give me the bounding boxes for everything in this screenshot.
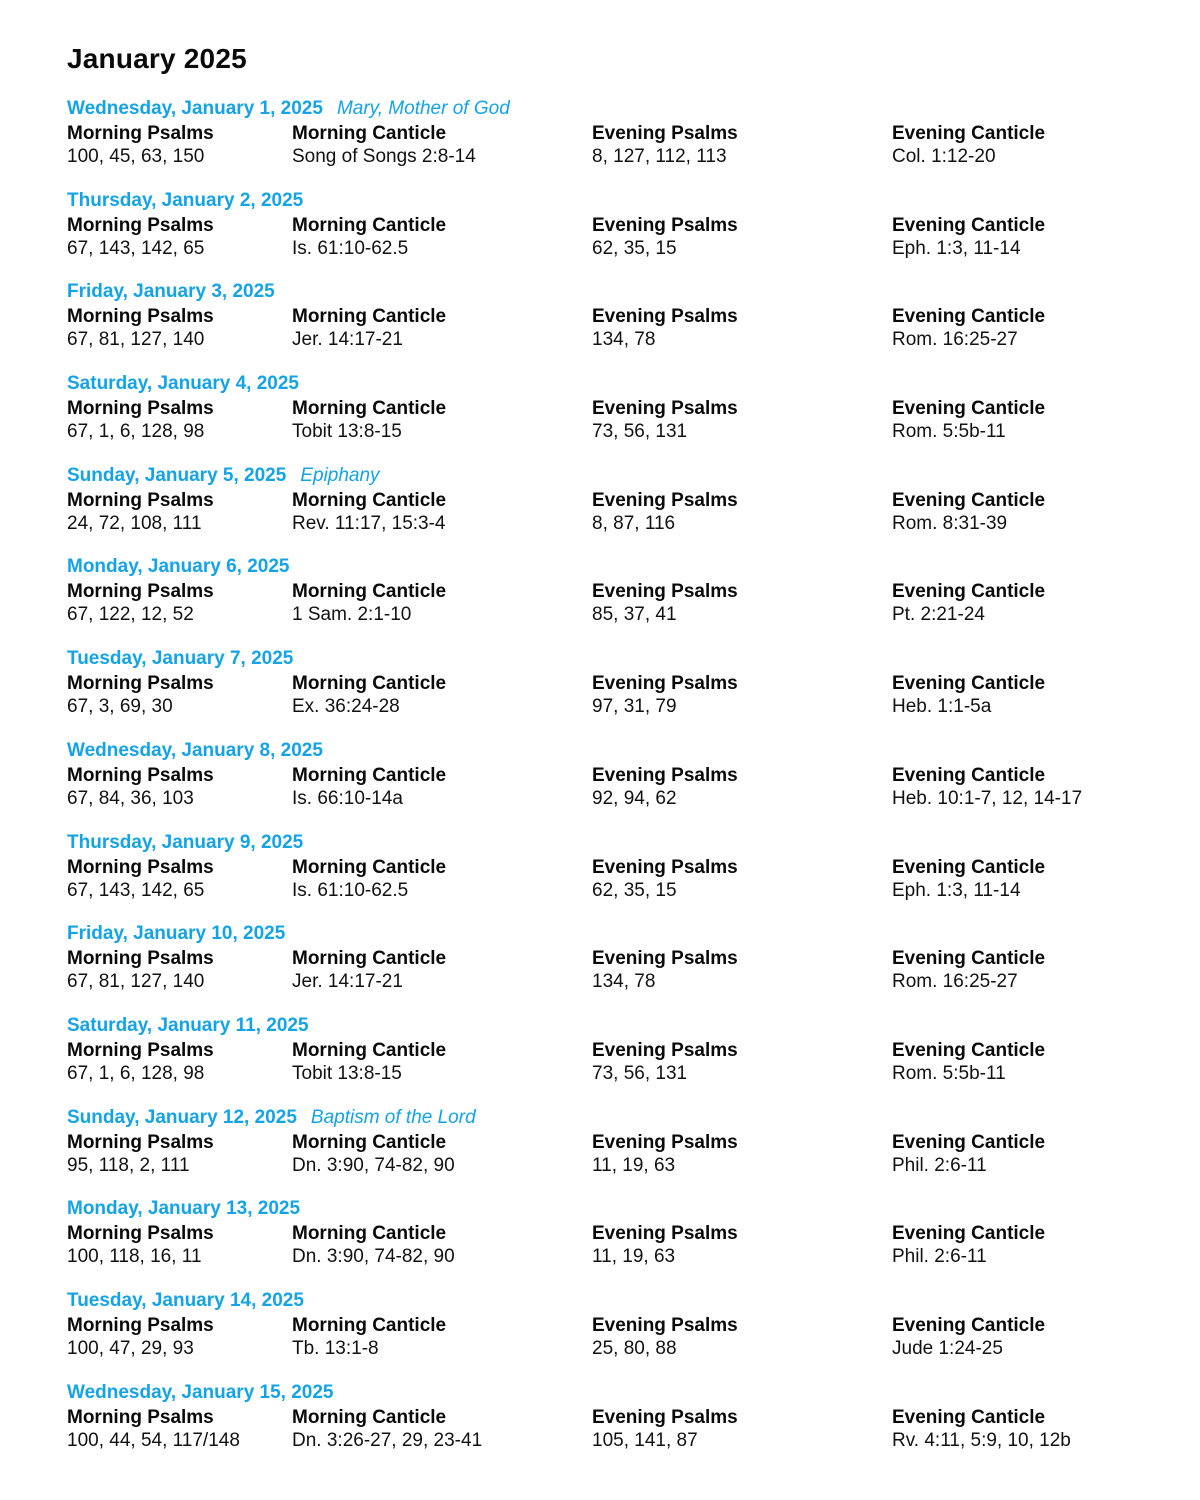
evening-psalms-value: 11, 19, 63 bbox=[592, 1154, 676, 1176]
evening-psalms-value: 25, 80, 88 bbox=[592, 1337, 677, 1359]
morning-psalms-column bbox=[67, 1222, 214, 1268]
morning-psalms-column bbox=[67, 1131, 214, 1177]
evening-canticle-column bbox=[892, 305, 1045, 351]
evening-canticle-value: Rv. 4:11, 5:9, 10, 12b bbox=[892, 1429, 1071, 1451]
morning-canticle-column bbox=[292, 1222, 455, 1268]
morning-psalms-label: Morning Psalms bbox=[67, 1406, 214, 1428]
morning-canticle-value: Is. 61:10-62.5 bbox=[292, 879, 409, 901]
day-entry bbox=[67, 832, 1177, 924]
evening-psalms-column bbox=[592, 305, 738, 351]
day-entry bbox=[67, 281, 1177, 373]
day-entry bbox=[67, 190, 1177, 282]
morning-psalms-label: Morning Psalms bbox=[67, 214, 214, 236]
morning-canticle-value: Tobit 13:8-15 bbox=[292, 1062, 402, 1084]
evening-psalms-column bbox=[592, 672, 738, 718]
morning-psalms-label: Morning Psalms bbox=[67, 1131, 214, 1153]
evening-psalms-label: Evening Psalms bbox=[592, 398, 738, 420]
evening-canticle-value: Col. 1:12-20 bbox=[892, 146, 996, 167]
evening-psalms-column bbox=[592, 122, 738, 168]
evening-canticle-value: Phil. 2:6-11 bbox=[892, 1246, 987, 1268]
day-header bbox=[67, 190, 303, 214]
feast-name: Baptism of the Lord bbox=[310, 1106, 476, 1128]
evening-canticle-label: Evening Canticle bbox=[892, 1406, 1046, 1428]
evening-canticle-value: Eph. 1:3, 11-14 bbox=[892, 237, 1021, 259]
evening-psalms-column bbox=[592, 1222, 738, 1268]
morning-canticle-column bbox=[292, 214, 446, 260]
evening-psalms-value: 92, 94, 62 bbox=[592, 787, 677, 809]
day-header bbox=[67, 281, 275, 305]
evening-psalms-value: 85, 37, 41 bbox=[592, 604, 677, 626]
evening-canticle-label: Evening Canticle bbox=[892, 1314, 1046, 1336]
evening-psalms-label: Evening Psalms bbox=[592, 581, 738, 603]
day-entry bbox=[67, 465, 1177, 557]
evening-psalms-value: 97, 31, 79 bbox=[592, 696, 677, 718]
evening-canticle-column bbox=[892, 1039, 1045, 1085]
day-entry bbox=[67, 98, 1177, 190]
day-header bbox=[67, 1107, 476, 1131]
evening-psalms-label: Evening Psalms bbox=[592, 764, 738, 786]
evening-psalms-column bbox=[592, 1131, 738, 1177]
morning-canticle-column bbox=[292, 1131, 455, 1177]
morning-canticle-column bbox=[292, 122, 476, 168]
day-date: Sunday, January 12, 2025 bbox=[67, 1106, 297, 1128]
evening-psalms-column bbox=[592, 489, 738, 535]
evening-psalms-value: 134, 78 bbox=[592, 971, 656, 993]
evening-canticle-label: Evening Canticle bbox=[892, 398, 1046, 420]
evening-psalms-value: 8, 127, 112, 113 bbox=[592, 146, 727, 167]
evening-canticle-value: Heb. 1:1-5a bbox=[892, 696, 992, 718]
day-list bbox=[67, 98, 1177, 1473]
day-date: Friday, January 3, 2025 bbox=[67, 281, 275, 303]
day-header bbox=[67, 556, 289, 580]
morning-canticle-label: Morning Canticle bbox=[292, 1406, 447, 1428]
day-header bbox=[67, 98, 510, 122]
morning-canticle-column bbox=[292, 305, 446, 351]
morning-psalms-label: Morning Psalms bbox=[67, 764, 214, 786]
evening-canticle-column bbox=[892, 580, 1045, 626]
evening-canticle-column bbox=[892, 1406, 1071, 1452]
day-date: Monday, January 6, 2025 bbox=[67, 556, 290, 578]
morning-canticle-value: Jer. 14:17-21 bbox=[292, 971, 403, 993]
morning-canticle-column bbox=[292, 580, 446, 626]
evening-canticle-column bbox=[892, 1131, 1045, 1177]
evening-psalms-label: Evening Psalms bbox=[592, 123, 738, 144]
morning-canticle-label: Morning Canticle bbox=[292, 1039, 447, 1061]
evening-canticle-value: Heb. 10:1-7, 12, 14-17 bbox=[892, 787, 1083, 809]
evening-canticle-value: Rom. 8:31-39 bbox=[892, 512, 1008, 534]
morning-psalms-label: Morning Psalms bbox=[67, 489, 214, 511]
day-date: Saturday, January 4, 2025 bbox=[67, 373, 299, 395]
day-date: Friday, January 10, 2025 bbox=[67, 923, 286, 945]
evening-canticle-label: Evening Canticle bbox=[892, 306, 1046, 328]
evening-canticle-value: Pt. 2:21-24 bbox=[892, 604, 985, 626]
morning-canticle-value: Tobit 13:8-15 bbox=[292, 421, 402, 443]
evening-canticle-value: Rom. 16:25-27 bbox=[892, 971, 1018, 993]
morning-psalms-column bbox=[67, 672, 214, 718]
evening-psalms-column bbox=[592, 1406, 738, 1452]
evening-psalms-label: Evening Psalms bbox=[592, 948, 738, 970]
evening-psalms-label: Evening Psalms bbox=[592, 1406, 738, 1428]
feast-name: Mary, Mother of God bbox=[336, 98, 510, 119]
morning-psalms-value: 67, 122, 12, 52 bbox=[67, 604, 194, 626]
evening-psalms-label: Evening Psalms bbox=[592, 306, 738, 328]
morning-psalms-column bbox=[67, 397, 214, 443]
morning-canticle-column bbox=[292, 397, 446, 443]
morning-canticle-column bbox=[292, 672, 446, 718]
morning-psalms-value: 24, 72, 108, 111 bbox=[67, 512, 202, 534]
evening-canticle-column bbox=[892, 489, 1045, 535]
evening-canticle-value: Rom. 5:5b-11 bbox=[892, 1062, 1006, 1084]
morning-psalms-label: Morning Psalms bbox=[67, 398, 214, 420]
evening-psalms-column bbox=[592, 947, 738, 993]
morning-psalms-value: 95, 118, 2, 111 bbox=[67, 1154, 190, 1176]
evening-psalms-label: Evening Psalms bbox=[592, 1223, 738, 1245]
day-date: Wednesday, January 8, 2025 bbox=[67, 739, 323, 761]
morning-canticle-value: Song of Songs 2:8-14 bbox=[292, 146, 476, 167]
morning-canticle-column bbox=[292, 947, 446, 993]
morning-canticle-value: Rev. 11:17, 15:3-4 bbox=[292, 512, 446, 534]
evening-canticle-column bbox=[892, 122, 1045, 168]
day-entry bbox=[67, 1107, 1177, 1199]
morning-psalms-label: Morning Psalms bbox=[67, 581, 214, 603]
morning-psalms-value: 100, 45, 63, 150 bbox=[67, 146, 205, 167]
evening-canticle-label: Evening Canticle bbox=[892, 581, 1046, 603]
morning-canticle-value: Dn. 3:90, 74-82, 90 bbox=[292, 1246, 455, 1268]
morning-canticle-label: Morning Canticle bbox=[292, 764, 447, 786]
evening-canticle-label: Evening Canticle bbox=[892, 856, 1046, 878]
evening-canticle-label: Evening Canticle bbox=[892, 489, 1046, 511]
morning-psalms-column bbox=[67, 580, 214, 626]
morning-psalms-column bbox=[67, 214, 214, 260]
morning-canticle-label: Morning Canticle bbox=[292, 948, 447, 970]
evening-psalms-value: 62, 35, 15 bbox=[592, 237, 677, 259]
day-header bbox=[67, 465, 380, 489]
morning-canticle-value: Is. 66:10-14a bbox=[292, 787, 403, 809]
day-date: Wednesday, January 15, 2025 bbox=[67, 1381, 334, 1403]
evening-canticle-label: Evening Canticle bbox=[892, 948, 1046, 970]
morning-psalms-column bbox=[67, 489, 214, 535]
morning-canticle-label: Morning Canticle bbox=[292, 123, 447, 144]
evening-canticle-value: Rom. 16:25-27 bbox=[892, 329, 1018, 351]
day-header bbox=[67, 1290, 304, 1314]
day-header bbox=[67, 1198, 300, 1222]
morning-psalms-value: 67, 84, 36, 103 bbox=[67, 787, 194, 809]
evening-psalms-label: Evening Psalms bbox=[592, 214, 738, 236]
evening-psalms-column bbox=[592, 1039, 738, 1085]
evening-canticle-column bbox=[892, 1314, 1045, 1360]
morning-canticle-label: Morning Canticle bbox=[292, 1131, 447, 1153]
morning-canticle-label: Morning Canticle bbox=[292, 214, 447, 236]
day-date: Thursday, January 2, 2025 bbox=[67, 189, 304, 211]
morning-psalms-value: 67, 143, 142, 65 bbox=[67, 237, 205, 259]
morning-psalms-value: 67, 1, 6, 128, 98 bbox=[67, 421, 205, 443]
morning-psalms-column bbox=[67, 764, 214, 810]
morning-canticle-value: Dn. 3:26-27, 29, 23-41 bbox=[292, 1429, 483, 1451]
evening-psalms-label: Evening Psalms bbox=[592, 856, 738, 878]
evening-canticle-label: Evening Canticle bbox=[892, 214, 1046, 236]
evening-canticle-value: Phil. 2:6-11 bbox=[892, 1154, 987, 1176]
morning-psalms-column bbox=[67, 1039, 214, 1085]
morning-canticle-column bbox=[292, 1406, 482, 1452]
morning-psalms-column bbox=[67, 856, 214, 902]
morning-psalms-value: 67, 1, 6, 128, 98 bbox=[67, 1062, 205, 1084]
evening-canticle-label: Evening Canticle bbox=[892, 1223, 1046, 1245]
day-date: Tuesday, January 7, 2025 bbox=[67, 648, 294, 670]
evening-canticle-column bbox=[892, 947, 1045, 993]
morning-psalms-value: 67, 81, 127, 140 bbox=[67, 329, 205, 351]
day-entry bbox=[67, 648, 1177, 740]
morning-psalms-column bbox=[67, 1314, 214, 1360]
morning-canticle-value: 1 Sam. 2:1-10 bbox=[292, 604, 412, 626]
evening-psalms-column bbox=[592, 764, 738, 810]
evening-canticle-column bbox=[892, 672, 1045, 718]
day-date: Monday, January 13, 2025 bbox=[67, 1198, 301, 1220]
morning-psalms-column bbox=[67, 305, 214, 351]
evening-psalms-value: 8, 87, 116 bbox=[592, 512, 676, 534]
morning-canticle-label: Morning Canticle bbox=[292, 1314, 447, 1336]
evening-psalms-column bbox=[592, 856, 738, 902]
morning-canticle-column bbox=[292, 489, 446, 535]
morning-canticle-value: Jer. 14:17-21 bbox=[292, 329, 403, 351]
evening-psalms-value: 11, 19, 63 bbox=[592, 1246, 676, 1268]
evening-canticle-label: Evening Canticle bbox=[892, 1131, 1046, 1153]
day-entry bbox=[67, 373, 1177, 465]
morning-psalms-value: 100, 47, 29, 93 bbox=[67, 1337, 194, 1359]
day-entry bbox=[67, 923, 1177, 1015]
evening-canticle-label: Evening Canticle bbox=[892, 123, 1046, 144]
morning-canticle-label: Morning Canticle bbox=[292, 673, 447, 695]
day-date: Tuesday, January 14, 2025 bbox=[67, 1289, 304, 1311]
evening-canticle-value: Eph. 1:3, 11-14 bbox=[892, 879, 1021, 901]
day-header bbox=[67, 832, 303, 856]
evening-psalms-value: 73, 56, 131 bbox=[592, 421, 688, 443]
evening-canticle-value: Jude 1:24-25 bbox=[892, 1337, 1003, 1359]
day-header bbox=[67, 923, 285, 947]
morning-canticle-value: Dn. 3:90, 74-82, 90 bbox=[292, 1154, 455, 1176]
morning-canticle-label: Morning Canticle bbox=[292, 306, 447, 328]
evening-psalms-column bbox=[592, 214, 738, 260]
day-header bbox=[67, 373, 299, 397]
morning-psalms-column bbox=[67, 122, 214, 168]
morning-canticle-column bbox=[292, 764, 446, 810]
feast-name: Epiphany bbox=[300, 464, 380, 486]
morning-psalms-value: 67, 81, 127, 140 bbox=[67, 971, 205, 993]
day-entry bbox=[67, 1382, 1177, 1474]
morning-canticle-label: Morning Canticle bbox=[292, 856, 447, 878]
day-entry bbox=[67, 1198, 1177, 1290]
day-header bbox=[67, 1015, 309, 1039]
morning-canticle-label: Morning Canticle bbox=[292, 489, 447, 511]
day-header bbox=[67, 1382, 334, 1406]
day-entry bbox=[67, 1290, 1177, 1382]
day-header bbox=[67, 740, 323, 764]
morning-psalms-label: Morning Psalms bbox=[67, 1223, 214, 1245]
day-entry bbox=[67, 556, 1177, 648]
evening-psalms-label: Evening Psalms bbox=[592, 489, 738, 511]
morning-canticle-column bbox=[292, 1314, 446, 1360]
morning-psalms-value: 67, 143, 142, 65 bbox=[67, 879, 205, 901]
morning-psalms-column bbox=[67, 1406, 240, 1452]
evening-psalms-value: 73, 56, 131 bbox=[592, 1062, 688, 1084]
day-date: Saturday, January 11, 2025 bbox=[67, 1014, 309, 1036]
evening-canticle-value: Rom. 5:5b-11 bbox=[892, 421, 1006, 443]
evening-psalms-value: 105, 141, 87 bbox=[592, 1429, 698, 1451]
morning-canticle-value: Is. 61:10-62.5 bbox=[292, 237, 409, 259]
evening-canticle-column bbox=[892, 1222, 1045, 1268]
morning-psalms-label: Morning Psalms bbox=[67, 306, 214, 328]
evening-canticle-column bbox=[892, 764, 1082, 810]
morning-psalms-label: Morning Psalms bbox=[67, 1039, 214, 1061]
evening-psalms-label: Evening Psalms bbox=[592, 1314, 738, 1336]
evening-psalms-value: 62, 35, 15 bbox=[592, 879, 677, 901]
evening-psalms-label: Evening Psalms bbox=[592, 673, 738, 695]
evening-canticle-column bbox=[892, 856, 1045, 902]
morning-canticle-label: Morning Canticle bbox=[292, 581, 447, 603]
day-date: Thursday, January 9, 2025 bbox=[67, 831, 304, 853]
day-entry bbox=[67, 1015, 1177, 1107]
morning-psalms-column bbox=[67, 947, 214, 993]
morning-canticle-value: Ex. 36:24-28 bbox=[292, 696, 400, 718]
morning-psalms-value: 100, 118, 16, 11 bbox=[67, 1246, 202, 1268]
evening-psalms-column bbox=[592, 397, 738, 443]
morning-canticle-column bbox=[292, 1039, 446, 1085]
morning-canticle-value: Tb. 13:1-8 bbox=[292, 1337, 379, 1359]
evening-psalms-label: Evening Psalms bbox=[592, 1131, 738, 1153]
morning-canticle-column bbox=[292, 856, 446, 902]
evening-canticle-column bbox=[892, 397, 1045, 443]
evening-psalms-column bbox=[592, 580, 738, 626]
evening-psalms-label: Evening Psalms bbox=[592, 1039, 738, 1061]
morning-psalms-label: Morning Psalms bbox=[67, 856, 214, 878]
morning-canticle-label: Morning Canticle bbox=[292, 1223, 447, 1245]
page-title: January 2025 bbox=[67, 43, 247, 74]
day-date: Wednesday, January 1, 2025 bbox=[67, 98, 323, 119]
morning-psalms-label: Morning Psalms bbox=[67, 948, 214, 970]
morning-canticle-label: Morning Canticle bbox=[292, 398, 447, 420]
day-entry bbox=[67, 740, 1177, 832]
evening-canticle-label: Evening Canticle bbox=[892, 764, 1046, 786]
morning-psalms-label: Morning Psalms bbox=[67, 123, 214, 144]
day-header bbox=[67, 648, 293, 672]
morning-psalms-label: Morning Psalms bbox=[67, 673, 214, 695]
evening-psalms-column bbox=[592, 1314, 738, 1360]
evening-canticle-label: Evening Canticle bbox=[892, 1039, 1046, 1061]
morning-psalms-value: 100, 44, 54, 117/148 bbox=[67, 1429, 240, 1451]
morning-psalms-value: 67, 3, 69, 30 bbox=[67, 696, 173, 718]
evening-canticle-column bbox=[892, 214, 1045, 260]
evening-canticle-label: Evening Canticle bbox=[892, 673, 1046, 695]
morning-psalms-label: Morning Psalms bbox=[67, 1314, 214, 1336]
evening-psalms-value: 134, 78 bbox=[592, 329, 656, 351]
day-date: Sunday, January 5, 2025 bbox=[67, 464, 287, 486]
